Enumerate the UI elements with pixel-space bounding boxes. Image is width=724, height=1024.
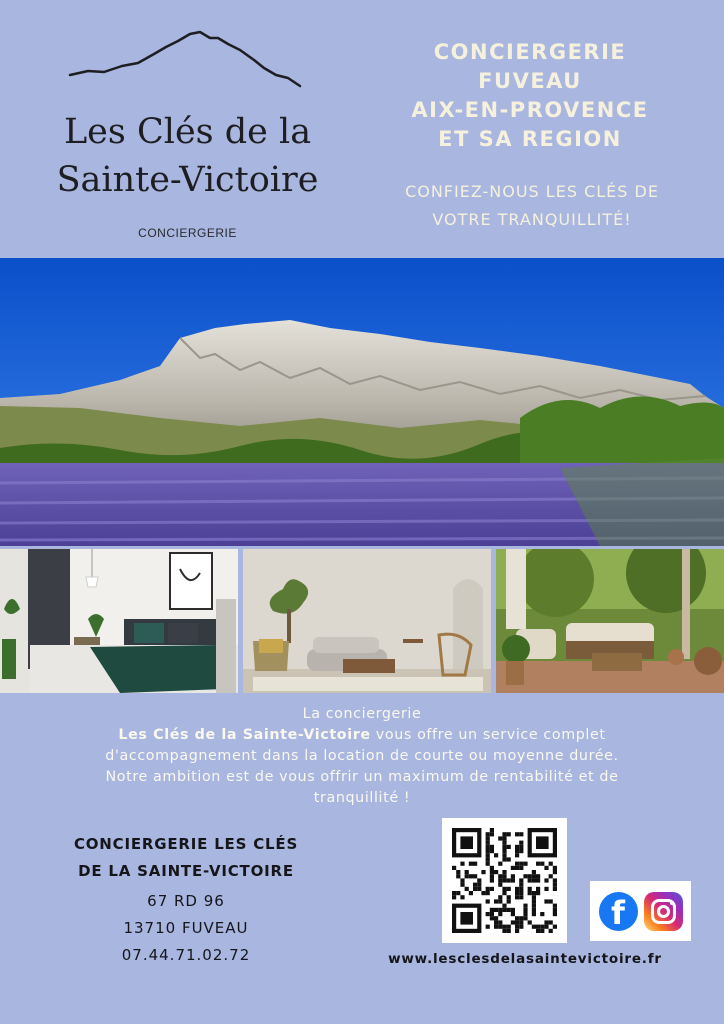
logo-title-line2: Sainte-Victoire bbox=[56, 160, 319, 200]
headline-line-3: AIX-EN-PROVENCE bbox=[411, 98, 649, 122]
description-line-2 bbox=[20, 725, 704, 746]
address: 67 RD 96 bbox=[147, 892, 225, 910]
description-line-5: tranquillité ! bbox=[313, 790, 411, 806]
living-room-photo bbox=[243, 549, 491, 693]
logo-title-line1: Les Clés de la bbox=[63, 112, 312, 152]
headline bbox=[376, 38, 684, 154]
headline-line-4: ET SA REGION bbox=[438, 127, 622, 151]
tagline bbox=[372, 178, 692, 234]
social-icons bbox=[590, 881, 691, 941]
description bbox=[20, 704, 704, 809]
facebook-glyph: f bbox=[611, 893, 625, 932]
company-name-line-1: CONCIERGERIE LES CLÉS bbox=[73, 835, 299, 853]
instagram-lens bbox=[657, 905, 670, 918]
description-line-1: La conciergerie bbox=[302, 706, 422, 722]
instagram-dot bbox=[670, 901, 674, 905]
description-line-3: d'accompagnement dans la location de courte ou moyenne durée. bbox=[105, 748, 619, 764]
description-line-4: Notre ambition est de vous offrir un maximum de rentabilité et de bbox=[105, 769, 619, 785]
facebook-icon[interactable] bbox=[599, 892, 638, 931]
headline-line-2: FUVEAU bbox=[478, 69, 582, 93]
hero-photo bbox=[0, 258, 724, 546]
logo-subtitle: CONCIERGERIE bbox=[138, 226, 237, 240]
tagline-line-1: CONFIEZ-NOUS LES CLÉS DE bbox=[405, 182, 659, 201]
instagram-icon[interactable] bbox=[644, 892, 683, 931]
terrace-photo bbox=[496, 549, 724, 693]
phone-number[interactable]: 07.44.71.02.72 bbox=[121, 946, 251, 964]
description-brand-name: Les Clés de la Sainte-Victoire bbox=[118, 727, 371, 743]
website-link[interactable]: www.lesclesdelasaintevictoire.fr bbox=[388, 951, 662, 967]
logo-title bbox=[10, 108, 365, 204]
contact-block bbox=[30, 831, 342, 969]
city: 13710 FUVEAU bbox=[123, 919, 249, 937]
bedroom-photo bbox=[0, 549, 238, 693]
qr-code[interactable] bbox=[442, 818, 567, 943]
description-line-2-rest: vous offre un service complet bbox=[370, 727, 606, 743]
headline-line-1: CONCIERGERIE bbox=[433, 40, 627, 64]
company-name-line-2: DE LA SAINTE-VICTOIRE bbox=[78, 862, 294, 880]
tagline-line-2: VOTRE TRANQUILLITÉ! bbox=[432, 210, 632, 229]
mountain-logo-icon bbox=[68, 28, 304, 92]
